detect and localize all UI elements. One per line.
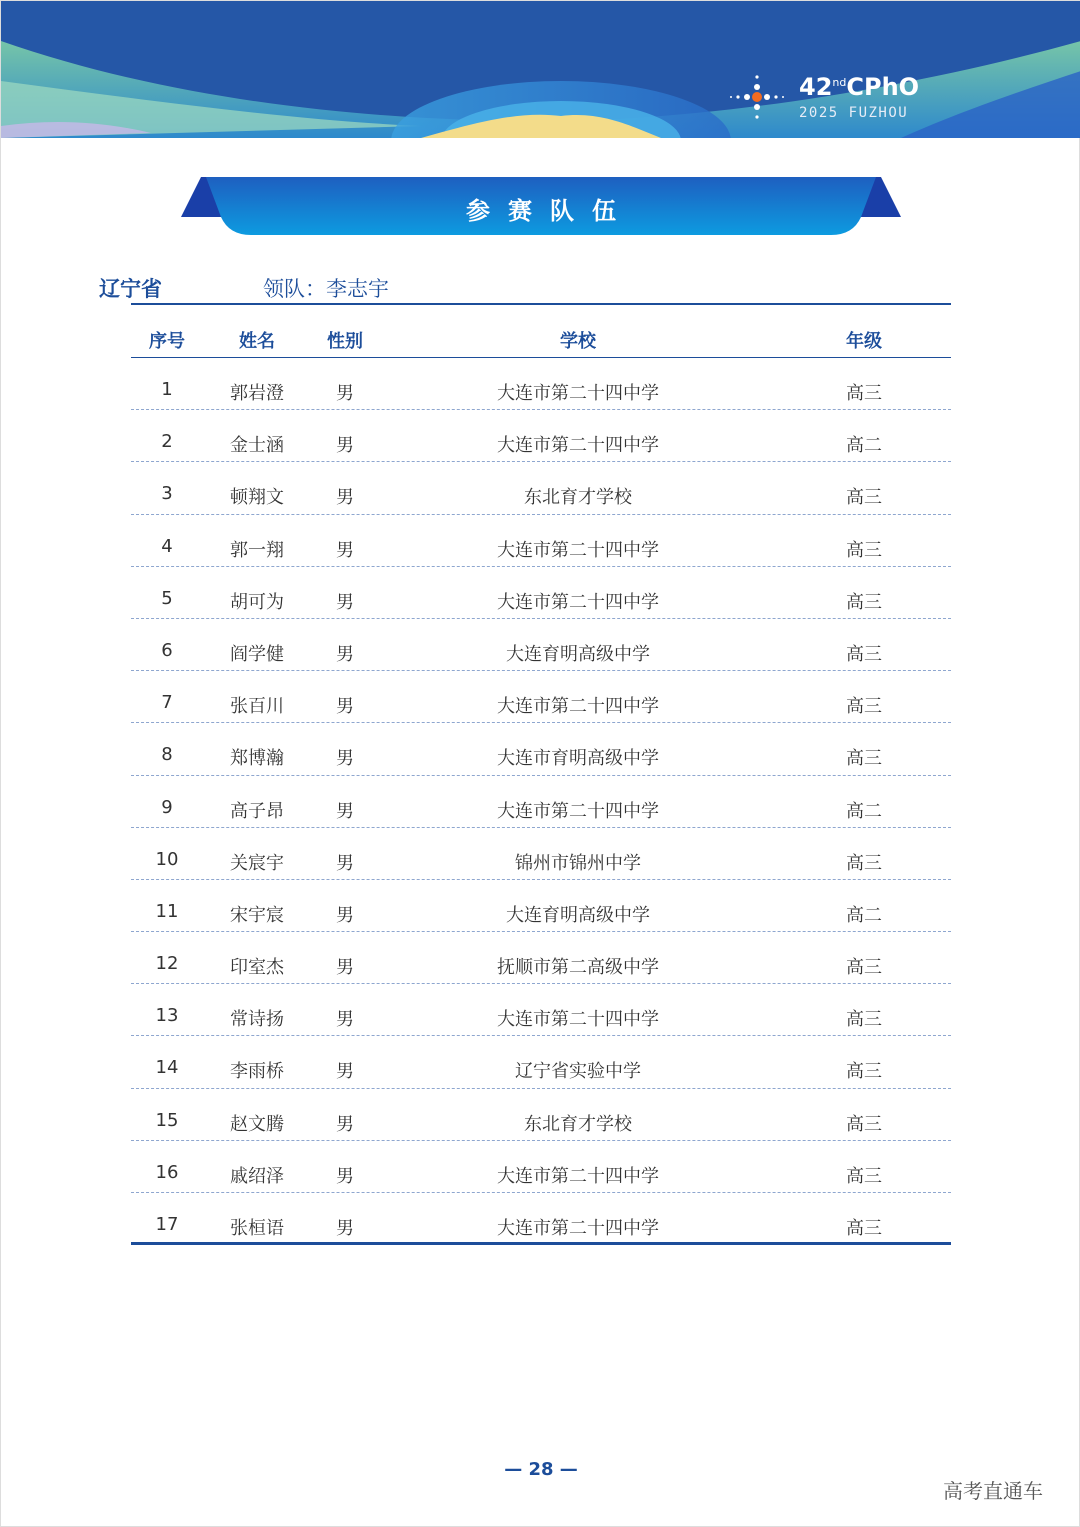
cell-index: 4 bbox=[161, 535, 173, 557]
cell-index: 13 bbox=[155, 1005, 179, 1027]
cell-gender: 男 bbox=[336, 1113, 354, 1135]
table-row bbox=[131, 932, 951, 984]
cell-school: 大连市第二十四中学 bbox=[497, 1009, 659, 1031]
cell-gender: 男 bbox=[336, 696, 354, 718]
cell-grade: 高三 bbox=[846, 539, 882, 561]
cpho-logo bbox=[727, 65, 927, 129]
column-header-grade: 年级 bbox=[846, 331, 882, 352]
cell-school: 大连市第二十四中学 bbox=[497, 539, 659, 561]
table-row bbox=[131, 1036, 951, 1088]
cell-grade: 高三 bbox=[846, 852, 882, 874]
logo-mark-icon bbox=[727, 65, 791, 129]
table-row bbox=[131, 1193, 951, 1245]
cell-gender: 男 bbox=[336, 1061, 354, 1083]
cell-school: 东北育才学校 bbox=[524, 487, 632, 509]
table-header bbox=[131, 319, 951, 358]
section-title: 参赛队伍 bbox=[466, 197, 634, 225]
cell-name: 戚绍泽 bbox=[230, 1165, 284, 1187]
cell-school: 锦州市锦州中学 bbox=[515, 852, 641, 874]
cell-gender: 男 bbox=[336, 748, 354, 770]
cell-gender: 男 bbox=[336, 1218, 354, 1239]
table-row bbox=[131, 1089, 951, 1141]
cell-grade: 高三 bbox=[846, 748, 882, 770]
column-header-gender: 性别 bbox=[327, 331, 363, 352]
cell-index: 14 bbox=[155, 1057, 179, 1079]
cell-name: 顿翔文 bbox=[230, 487, 284, 509]
table-row bbox=[131, 671, 951, 723]
cell-school: 大连市第二十四中学 bbox=[497, 696, 659, 718]
table-row bbox=[131, 984, 951, 1036]
cell-name: 常诗扬 bbox=[230, 1009, 284, 1031]
divider bbox=[131, 303, 951, 305]
cell-school: 大连市第二十四中学 bbox=[497, 1165, 659, 1187]
cell-index: 16 bbox=[155, 1161, 179, 1183]
cell-grade: 高二 bbox=[846, 435, 882, 457]
column-header-name: 姓名 bbox=[239, 331, 275, 352]
cell-school: 大连育明高级中学 bbox=[506, 904, 650, 926]
cell-school: 大连市育明高级中学 bbox=[497, 748, 659, 770]
table-row bbox=[131, 462, 951, 514]
header-banner bbox=[1, 1, 1080, 138]
logo-name: CPhO bbox=[846, 73, 920, 101]
cell-grade: 高三 bbox=[846, 383, 882, 404]
cell-name: 郑博瀚 bbox=[230, 748, 284, 770]
cell-grade: 高三 bbox=[846, 643, 882, 665]
cell-grade: 高二 bbox=[846, 904, 882, 926]
cell-gender: 男 bbox=[336, 852, 354, 874]
cell-name: 赵文腾 bbox=[230, 1113, 284, 1135]
cell-name: 郭一翔 bbox=[230, 539, 284, 561]
logo-number: 42 bbox=[799, 73, 833, 101]
team-leader: 领队：李志宇 bbox=[263, 277, 389, 301]
cell-school: 大连市第二十四中学 bbox=[497, 1218, 659, 1239]
cell-school: 东北育才学校 bbox=[524, 1113, 632, 1135]
cell-grade: 高三 bbox=[846, 696, 882, 718]
cell-index: 9 bbox=[161, 796, 173, 818]
table-row bbox=[131, 1141, 951, 1193]
cell-index: 12 bbox=[155, 953, 179, 975]
cell-school: 大连市第二十四中学 bbox=[497, 383, 659, 404]
cell-name: 金士涵 bbox=[230, 435, 284, 457]
table-row bbox=[131, 567, 951, 619]
table-row bbox=[131, 515, 951, 567]
cell-name: 高子昂 bbox=[230, 800, 284, 822]
cell-gender: 男 bbox=[336, 487, 354, 509]
table-row bbox=[131, 828, 951, 880]
cell-gender: 男 bbox=[336, 383, 354, 404]
page-number: — 28 — bbox=[504, 1459, 578, 1480]
cell-grade: 高三 bbox=[846, 1009, 882, 1031]
cell-gender: 男 bbox=[336, 957, 354, 979]
cell-gender: 男 bbox=[336, 1165, 354, 1187]
cell-school: 大连育明高级中学 bbox=[506, 643, 650, 665]
cell-name: 张桓语 bbox=[230, 1218, 284, 1239]
cell-grade: 高三 bbox=[846, 1165, 882, 1187]
table-row bbox=[131, 358, 951, 410]
cell-school: 大连市第二十四中学 bbox=[497, 800, 659, 822]
column-header-index: 序号 bbox=[149, 331, 185, 352]
cell-grade: 高三 bbox=[846, 487, 882, 509]
cell-name: 胡可为 bbox=[230, 591, 284, 613]
cell-index: 11 bbox=[155, 900, 179, 922]
cell-grade: 高三 bbox=[846, 591, 882, 613]
cell-name: 张百川 bbox=[230, 696, 284, 718]
province-name: 辽宁省 bbox=[99, 277, 162, 301]
cell-index: 5 bbox=[161, 587, 173, 609]
table-row bbox=[131, 880, 951, 932]
team-table bbox=[131, 358, 951, 1245]
cell-gender: 男 bbox=[336, 591, 354, 613]
cell-name: 印室杰 bbox=[230, 957, 284, 979]
cell-name: 关宸宇 bbox=[230, 852, 284, 874]
cell-index: 15 bbox=[155, 1109, 179, 1131]
cell-index: 8 bbox=[161, 744, 173, 766]
table-row bbox=[131, 776, 951, 828]
cell-grade: 高三 bbox=[846, 1113, 882, 1135]
table-row bbox=[131, 723, 951, 775]
cell-index: 17 bbox=[155, 1214, 179, 1235]
cell-gender: 男 bbox=[336, 1009, 354, 1031]
cell-grade: 高三 bbox=[846, 957, 882, 979]
cell-gender: 男 bbox=[336, 435, 354, 457]
cell-index: 7 bbox=[161, 692, 173, 714]
watermark: 高考直通车 bbox=[943, 1479, 1043, 1503]
cell-index: 2 bbox=[161, 431, 173, 453]
cell-name: 郭岩澄 bbox=[230, 383, 284, 404]
cell-gender: 男 bbox=[336, 800, 354, 822]
cell-index: 10 bbox=[155, 848, 179, 870]
cell-gender: 男 bbox=[336, 539, 354, 561]
cell-gender: 男 bbox=[336, 904, 354, 926]
cell-index: 3 bbox=[161, 483, 173, 505]
cell-school: 辽宁省实验中学 bbox=[515, 1061, 641, 1083]
cell-school: 抚顺市第二高级中学 bbox=[497, 957, 659, 979]
cell-name: 李雨桥 bbox=[230, 1061, 284, 1083]
cell-grade: 高三 bbox=[846, 1218, 882, 1239]
cell-grade: 高三 bbox=[846, 1061, 882, 1083]
cell-index: 1 bbox=[161, 379, 173, 400]
cell-school: 大连市第二十四中学 bbox=[497, 591, 659, 613]
logo-subtitle: 2025 FUZHOU bbox=[799, 105, 909, 121]
logo-title bbox=[799, 73, 919, 101]
cell-index: 6 bbox=[161, 639, 173, 661]
cell-grade: 高二 bbox=[846, 800, 882, 822]
logo-ordinal: nd bbox=[832, 76, 847, 89]
cell-school: 大连市第二十四中学 bbox=[497, 435, 659, 457]
cell-name: 宋宇宸 bbox=[230, 904, 284, 926]
column-header-school: 学校 bbox=[560, 331, 596, 352]
table-row bbox=[131, 410, 951, 462]
table-row bbox=[131, 619, 951, 671]
cell-name: 阎学健 bbox=[230, 643, 284, 665]
cell-gender: 男 bbox=[336, 643, 354, 665]
